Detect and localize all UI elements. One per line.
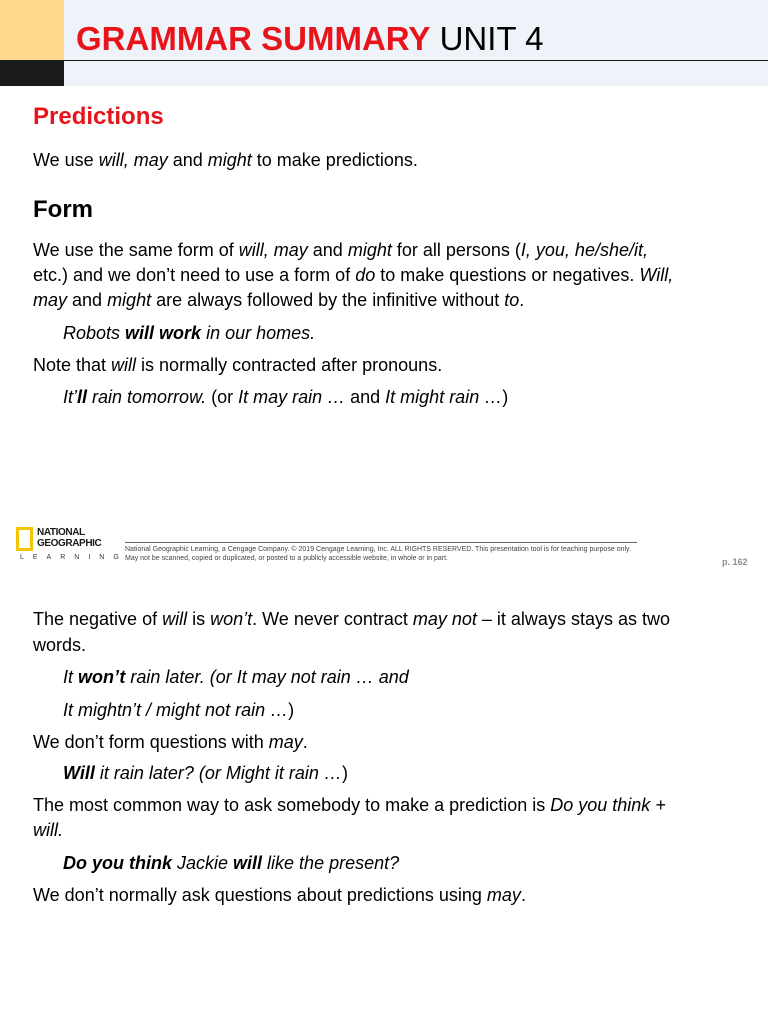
- text-run: The most common way to ask somebody to make a prediction is: [33, 795, 551, 815]
- text-run: It mightn’t / might not rain …: [63, 700, 289, 720]
- text-run: may: [33, 290, 68, 310]
- text-run: etc.) and we don’t need to use a form of: [33, 265, 356, 285]
- text-run: for all persons (: [391, 240, 521, 260]
- header-accent-yellow: [0, 0, 64, 60]
- text-run: won’t: [78, 667, 126, 687]
- example-wont-rain: [63, 665, 409, 690]
- text-run: will work: [125, 323, 202, 343]
- text-run: Will: [63, 763, 95, 783]
- text-run: and: [67, 290, 108, 310]
- header-divider: [64, 60, 768, 61]
- text-run: won’t: [210, 609, 253, 629]
- footer-divider: [125, 542, 637, 543]
- text-run: .: [302, 732, 308, 752]
- text-run: or Might it rain …: [204, 763, 342, 783]
- text-run: rain later. (: [125, 667, 216, 687]
- logo-wordmark: [37, 527, 101, 549]
- logo-line: GEOGRAPHIC: [37, 538, 102, 549]
- text-run: .: [519, 290, 525, 310]
- slide-header: [0, 0, 768, 86]
- example-mightnt-rain: [63, 698, 294, 723]
- text-run: Robots: [63, 323, 126, 343]
- text-run: might: [207, 150, 252, 170]
- logo-line: NATIONAL: [37, 527, 85, 538]
- copyright-notice: National Geographic Learning, a Cengage Company. © 2019 Cengage Learning, Inc. ALL RIGHTS RESERVED. This presentation tool is for teaching purpose only. May not be scanned, copied or duplicated, or posted to a publicly accessible website, in whole or in part.: [125, 546, 631, 562]
- text-run: . We never contract: [252, 609, 413, 629]
- example-robots: [63, 321, 315, 346]
- predictions-intro: [33, 148, 418, 173]
- text-run: will: [162, 609, 188, 629]
- predictions-heading: Predictions: [33, 103, 164, 130]
- text-run: rain tomorrow.: [87, 387, 207, 407]
- text-run: might: [347, 240, 392, 260]
- form-paragraph-line-1: [33, 238, 648, 263]
- text-run: We use: [33, 150, 99, 170]
- text-run: do: [355, 265, 376, 285]
- text-run: Do you think: [63, 853, 172, 873]
- text-run: might: [107, 290, 152, 310]
- text-run: We don’t form questions with: [33, 732, 269, 752]
- page-number: p. 162: [722, 557, 748, 567]
- final-note: [33, 883, 526, 908]
- text-run: and: [167, 150, 208, 170]
- text-run: I, you, he/she/it,: [520, 240, 648, 260]
- text-run: will, may: [98, 150, 168, 170]
- text-run: Do you think +: [550, 795, 666, 815]
- text-run: We don’t normally ask questions about predictions using: [33, 885, 487, 905]
- text-run: and: [307, 240, 348, 260]
- negative-line-2: words.: [33, 635, 87, 655]
- text-run: to make questions or negatives.: [375, 265, 640, 285]
- text-run: may: [486, 885, 521, 905]
- text-run: ll: [77, 387, 88, 407]
- text-run: is normally contracted after pronouns.: [136, 355, 443, 375]
- example-rain-tomorrow: [63, 385, 508, 410]
- text-run: in our homes.: [201, 323, 316, 343]
- text-run: It may rain …: [238, 387, 346, 407]
- example-do-you-think: [63, 851, 399, 876]
- text-run: or It may not rain … and: [215, 667, 409, 687]
- header-accent-black: [0, 60, 64, 86]
- text-run: is: [187, 609, 211, 629]
- questions-note: [33, 730, 308, 755]
- text-run: are always followed by the infinitive without: [151, 290, 505, 310]
- text-run: ): [502, 387, 509, 407]
- example-will-it-rain: [63, 761, 348, 786]
- text-run: Note that: [33, 355, 112, 375]
- form-paragraph-line-2: [33, 263, 673, 288]
- text-run: The negative of: [33, 609, 163, 629]
- text-run: like the present?: [262, 853, 400, 873]
- negative-line-1: [33, 607, 670, 632]
- text-run: will: [233, 853, 263, 873]
- text-run: It might rain …: [385, 387, 503, 407]
- text-run: – it always stays as two: [476, 609, 670, 629]
- text-run: will, may: [238, 240, 308, 260]
- text-run: It: [63, 667, 79, 687]
- text-run: and: [345, 387, 386, 407]
- text-run: (or: [206, 387, 239, 407]
- text-run: to make predictions.: [251, 150, 418, 170]
- common-way-line-1: [33, 793, 666, 818]
- text-run: Jackie: [172, 853, 234, 873]
- logo-yellow-border-icon: [16, 527, 33, 551]
- text-run: to: [504, 290, 520, 310]
- title-unit-part: UNIT 4: [430, 20, 544, 57]
- text-run: it rain later? (: [94, 763, 205, 783]
- page-title: [76, 22, 544, 55]
- text-run: will: [111, 355, 137, 375]
- text-run: We use the same form of: [33, 240, 239, 260]
- contraction-note: [33, 353, 442, 378]
- common-way-line-2: [33, 818, 63, 843]
- text-run: ): [341, 763, 348, 783]
- text-run: will.: [33, 820, 63, 840]
- text-run: ): [288, 700, 295, 720]
- text-run: may: [268, 732, 303, 752]
- form-heading: Form: [33, 196, 93, 223]
- title-red-part: GRAMMAR SUMMARY: [76, 20, 431, 57]
- text-run: .: [520, 885, 526, 905]
- text-run: may not: [412, 609, 477, 629]
- form-paragraph-line-3: [33, 288, 524, 313]
- text-run: It’: [63, 387, 78, 407]
- logo-learning-text: LEARNING: [20, 554, 128, 561]
- text-run: Will,: [639, 265, 674, 285]
